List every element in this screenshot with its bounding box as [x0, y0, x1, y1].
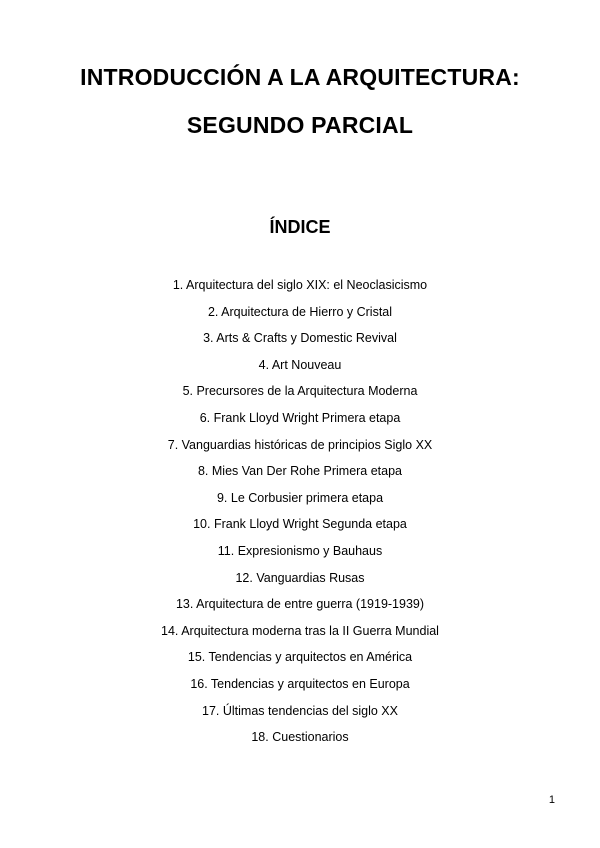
toc-item: 8. Mies Van Der Rohe Primera etapa: [197, 464, 403, 479]
toc-item: 1. Arquitectura del siglo XIX: el Neoclasicismo: [172, 278, 428, 292]
toc-item: 10. Frank Lloyd Wright Segunda etapa: [193, 517, 407, 532]
toc-item: 9. Le Corbusier primera etapa: [216, 490, 384, 505]
page-number: 1: [548, 794, 555, 806]
toc-item: 15. Tendencias y arquitectos en América: [187, 650, 413, 665]
toc-item: 6. Frank Lloyd Wright Primera etapa: [199, 410, 401, 425]
toc-item: 18. Cuestionarios: [251, 730, 349, 745]
toc-item: 7. Vanguardias históricas de principios Siglo XX: [167, 437, 433, 452]
toc-item: 12. Vanguardias Rusas: [235, 570, 365, 585]
toc-item: 5. Precursores de la Arquitectura Moderna: [182, 384, 418, 399]
toc-item: 11. Expresionismo y Bauhaus: [217, 543, 383, 558]
document-title-line-1: INTRODUCCIÓN A LA ARQUITECTURA:: [80, 64, 520, 90]
document-title-line-2: SEGUNDO PARCIAL: [186, 112, 414, 138]
toc-item: 14. Arquitectura moderna tras la II Guerra Mundial: [161, 623, 439, 638]
toc-item: 4. Art Nouveau: [258, 357, 342, 372]
toc-item: 17. Últimas tendencias del siglo XX: [202, 703, 398, 718]
table-of-contents: [0, 274, 600, 753]
index-heading: ÍNDICE: [269, 217, 331, 237]
toc-item: 2. Arquitectura de Hierro y Cristal: [207, 304, 393, 319]
toc-item: 3. Arts & Crafts y Domestic Revival: [203, 331, 397, 346]
toc-item: 13. Arquitectura de entre guerra (1919-1939): [175, 597, 425, 612]
toc-item: 16. Tendencias y arquitectos en Europa: [190, 676, 410, 691]
